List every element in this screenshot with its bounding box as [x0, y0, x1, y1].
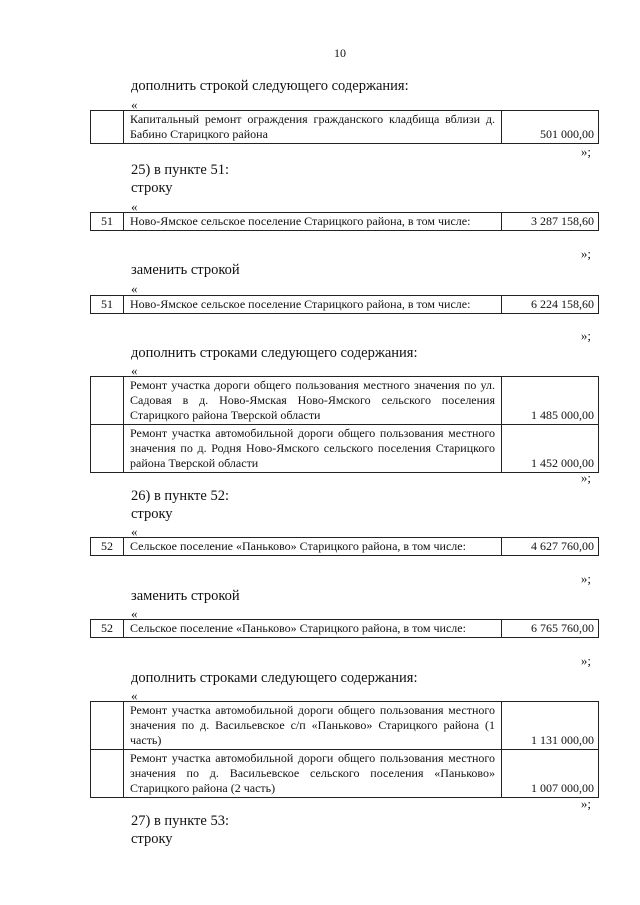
- table-row: [91, 296, 599, 314]
- table-new-row-52: [90, 619, 599, 638]
- row-number: [91, 377, 124, 425]
- row-sum: 1 452 000,00: [502, 425, 599, 473]
- table-row: [91, 702, 599, 750]
- row-number: [91, 750, 124, 798]
- table-row: [91, 213, 599, 231]
- row-name: Ремонт участка автомобильной дороги общего пользования местного значения по д. Васильевское с/п «Паньково» Старицкого района (1 часть): [124, 702, 502, 750]
- row-number: [91, 111, 124, 144]
- table-old-row-52: [90, 537, 599, 556]
- close-quote: »;: [580, 144, 591, 159]
- table-old-row-51: [90, 212, 599, 231]
- close-quote: »;: [580, 470, 591, 485]
- row-number: [91, 425, 124, 473]
- row-name: Ново-Ямское сельское поселение Старицкого района, в том числе:: [124, 213, 502, 231]
- table-added-rows-51: [90, 376, 599, 473]
- instruction-replace: заменить строкой: [131, 262, 240, 278]
- row-name: Ремонт участка автомобильной дороги общего пользования местного значения по д. Васильевское сельского поселения «Паньково» Старицкого района (2 часть): [124, 750, 502, 798]
- row-sum: 1 485 000,00: [502, 377, 599, 425]
- row-name: Капитальный ремонт ограждения гражданского кладбища вблизи д. Бабино Старицкого района: [124, 111, 502, 144]
- open-quote: «: [131, 524, 138, 539]
- word-stroku: строку: [131, 180, 173, 196]
- close-quote: »;: [580, 571, 591, 586]
- table-row: [91, 750, 599, 798]
- table-new-row-51: [90, 295, 599, 314]
- open-quote: «: [131, 97, 138, 112]
- row-name: Ново-Ямское сельское поселение Старицкого района, в том числе:: [124, 296, 502, 314]
- table-row: [91, 425, 599, 473]
- row-sum: 6 765 760,00: [502, 620, 599, 638]
- row-number: [91, 702, 124, 750]
- word-stroku: строку: [131, 831, 173, 847]
- open-quote: «: [131, 606, 138, 621]
- row-name: Ремонт участка автомобильной дороги общего пользования местного значения по д. Родня Ново-Ямского сельского поселения Старицкого района Тверской области: [124, 425, 502, 473]
- page-number: 10: [334, 46, 346, 60]
- row-sum: 3 287 158,60: [502, 213, 599, 231]
- word-stroku: строку: [131, 506, 173, 522]
- row-sum: 501 000,00: [502, 111, 599, 144]
- instruction-add-row: дополнить строкой следующего содержания:: [131, 78, 409, 94]
- item-27-heading: 27) в пункте 53:: [131, 813, 229, 829]
- item-25-heading: 25) в пункте 51:: [131, 162, 229, 178]
- open-quote: «: [131, 363, 138, 378]
- instruction-add-rows: дополнить строками следующего содержания:: [131, 345, 418, 361]
- row-sum: 1 131 000,00: [502, 702, 599, 750]
- table-added-row-cemetery: [90, 110, 599, 144]
- open-quote: «: [131, 281, 138, 296]
- table-row: [91, 111, 599, 144]
- open-quote: «: [131, 688, 138, 703]
- close-quote: »;: [580, 653, 591, 668]
- row-number: 52: [91, 538, 124, 556]
- instruction-replace: заменить строкой: [131, 588, 240, 604]
- open-quote: «: [131, 199, 138, 214]
- row-number: 51: [91, 213, 124, 231]
- close-quote: »;: [580, 246, 591, 261]
- row-name: Сельское поселение «Паньково» Старицкого района, в том числе:: [124, 620, 502, 638]
- table-row: [91, 538, 599, 556]
- row-name: Сельское поселение «Паньково» Старицкого района, в том числе:: [124, 538, 502, 556]
- close-quote: »;: [580, 328, 591, 343]
- instruction-add-rows: дополнить строками следующего содержания:: [131, 670, 418, 686]
- row-sum: 1 007 000,00: [502, 750, 599, 798]
- table-row: [91, 620, 599, 638]
- row-sum: 6 224 158,60: [502, 296, 599, 314]
- close-quote: »;: [580, 796, 591, 811]
- row-number: 51: [91, 296, 124, 314]
- table-row: [91, 377, 599, 425]
- row-sum: 4 627 760,00: [502, 538, 599, 556]
- table-added-rows-52: [90, 701, 599, 798]
- item-26-heading: 26) в пункте 52:: [131, 488, 229, 504]
- row-number: 52: [91, 620, 124, 638]
- row-name: Ремонт участка дороги общего пользования местного значения по ул. Садовая в д. Ново-Ямская Ново-Ямского сельского поселения Старицкого района Тверской области: [124, 377, 502, 425]
